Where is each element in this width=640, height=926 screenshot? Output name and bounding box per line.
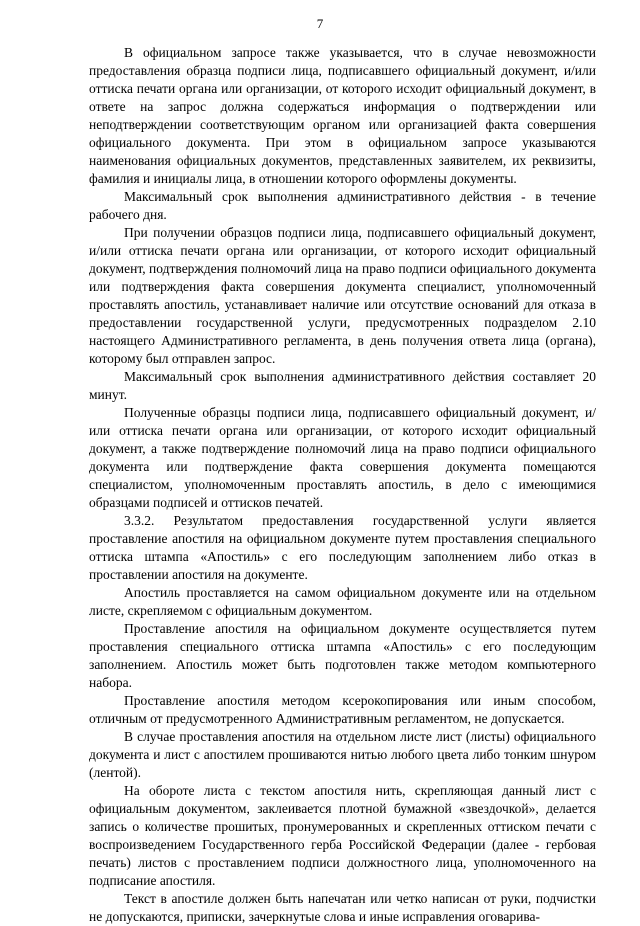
- paragraph: На обороте листа с текстом апостиля нить, скрепляющая данный лист с официальным документом, заклеивается плотной бумажной «звездочкой», делается запись о количестве прошитых, пронумерованных и скрепленных оттиском печати с воспроизведением Государственного герба Российской Федерации (далее - гербовая печать) листов с проставлением подписи должностного лица, уполномоченного на подписание апостиля.: [89, 783, 596, 888]
- paragraph: В случае проставления апостиля на отдельном листе лист (листы) официального документа и лист с апостилем прошиваются нитью любого цвета либо тонким шнуром (лентой).: [89, 729, 596, 780]
- paragraph: Максимальный срок выполнения административного действия составляет 20 минут.: [89, 369, 596, 402]
- paragraph: Максимальный срок выполнения административного действия - в течение рабочего дня.: [89, 189, 596, 222]
- paragraph: Полученные образцы подписи лица, подписавшего официальный документ, и/или оттиска печати органа или организации, от которого исходит официальный документ, а также подтверждение полномочий лица на право подписи официального документа или подтверждение факта совершения документа помещаются специалистом, уполномоченным проставлять апостиль, в дело с имеющимися образцами подписей и оттисков печатей.: [89, 405, 596, 510]
- paragraph: Проставление апостиля на официальном документе осуществляется путем проставления специального оттиска штампа «Апостиль» с его последующим заполнением. Апостиль может быть подготовлен также методом компьютерного набора.: [89, 621, 596, 690]
- paragraph: В официальном запросе также указывается, что в случае невозможности предоставления образца подписи лица, подписавшего официальный документ, и/или оттиска печати органа или организации, от которого исходит официальный документ, в ответе на запрос должна содержаться информация о подтверждении или неподтверждении соответствующим органом или организацией факта совершения официального документа. При этом в официальном запросе указываются наименования официальных документов, представленных заявителем, их реквизиты, фамилия и инициалы лица, в отношении которого оформлены документы.: [89, 45, 596, 186]
- page-number: 7: [316, 16, 324, 31]
- document-body: [89, 44, 596, 926]
- paragraph: 3.3.2. Результатом предоставления государственной услуги является проставление апостиля на официальном документе путем проставления специального оттиска штампа «Апостиль» с его последующим заполнением либо отказ в проставлении апостиля на документе.: [89, 513, 596, 582]
- paragraph: Проставление апостиля методом ксерокопирования или иным способом, отличным от предусмотренного Административным регламентом, не допускается.: [89, 693, 596, 726]
- paragraph: При получении образцов подписи лица, подписавшего официальный документ, и/или оттиска печати органа или организации, от которого исходит официальный документ, подтверждения полномочий лица на право подписи официального документа или подтверждения факта совершения документа специалист, уполномоченный проставлять апостиль, устанавливает наличие или отсутствие оснований для отказа в предоставлении государственной услуги, предусмотренных подразделом 2.10 настоящего Административного регламента, в день получения ответа лица (органа), которому был отправлен запрос.: [89, 225, 596, 366]
- paragraph: Апостиль проставляется на самом официальном документе или на отдельном листе, скрепляемом с официальным документом.: [89, 585, 596, 618]
- paragraph: Текст в апостиле должен быть напечатан или четко написан от руки, подчистки не допускаются, приписки, зачеркнутые слова и иные исправления оговарива-: [89, 891, 596, 924]
